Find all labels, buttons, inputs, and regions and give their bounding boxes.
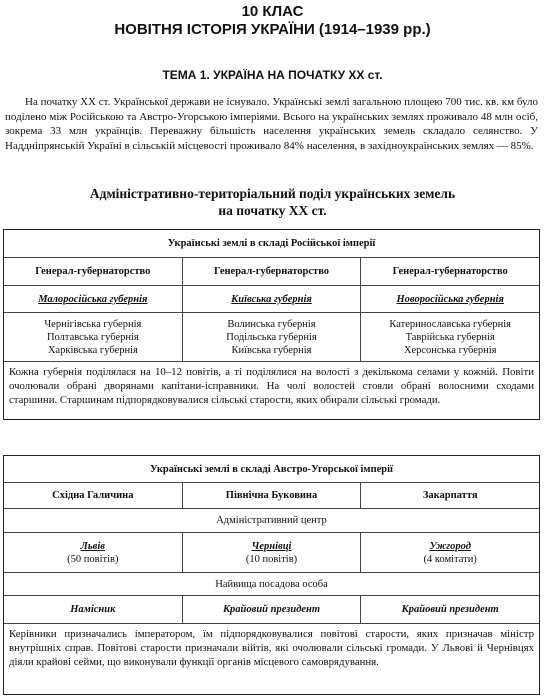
list-item: Таврійська губернія: [405, 331, 495, 343]
intro-paragraph: На початку XX ст. Української держави не існувало. Українські землі загальною площею 700 тис. кв. км було поділено між Російською та Австро-Угорською імперіями. Всього на українських землях проживало 48 млн осіб, зокрема 33 млн українців. Переважну більшість населення українських земель складало селянство. У Наддніпрянській Україні в сільській місцевості проживало 84% населення, в західноукраїнських землях — 85%.: [5, 96, 538, 152]
official-3: Крайовий президент: [360, 596, 539, 623]
list-item: Волинська губернія: [227, 318, 316, 330]
austro-hungarian-note: Керівники призначались імператором, їм підпорядковувалися повітові старости, яких призначав міністр внутрішніх справ. Повітові старости призначали війтів, які очолювали сільські громади. У Львові й Чернівцях діяли крайові сейми, що виконували функції органів місцевого самоврядування.: [9, 628, 534, 668]
topic-title: ТЕМА 1. УКРАЇНА НА ПОЧАТКУ XX ст.: [162, 68, 383, 82]
gov-general-type-2: Генерал-губернаторство: [182, 258, 361, 285]
list-item: Подільська губернія: [226, 331, 317, 343]
table-row: [4, 313, 539, 362]
table-row: [4, 573, 539, 596]
course-heading: НОВІТНЯ ІСТОРІЯ УКРАЇНИ (1914–1939 рр.): [114, 21, 431, 38]
austro-hungarian-title: Українські землі в складі Австро-Угорської імперії: [150, 463, 393, 475]
section-title-line2: на початку XX ст.: [218, 203, 327, 218]
table-header-row: [4, 456, 539, 483]
gov-general-type-3: Генерал-губернаторство: [360, 258, 539, 285]
region-3: Закарпаття: [360, 483, 539, 508]
table-row: [4, 533, 539, 573]
section-title-line1: Адміністративно-територіальний поділ українських земель: [89, 186, 456, 201]
list-item: Харківська губернія: [47, 344, 138, 356]
russian-empire-table: [3, 229, 540, 420]
center-city-2: Чернівці: [251, 540, 292, 552]
province-list-3: [360, 313, 539, 361]
center-city-3: Ужгород: [429, 540, 471, 552]
center-detail-3: (4 комітати): [423, 553, 477, 565]
table-note-row: [4, 624, 539, 672]
gov-general-type-1: Генерал-губернаторство: [35, 266, 151, 277]
table-note-row: [4, 362, 539, 410]
admin-center-2: [182, 533, 361, 572]
table-header-row: [4, 230, 539, 258]
list-item: Київська губернія: [231, 344, 312, 356]
gov-general-name-3: Новоросійська губернія: [360, 286, 539, 312]
grade-heading: 10 КЛАС: [241, 3, 304, 20]
province-list-2: [182, 313, 361, 361]
region-2: Північна Буковина: [182, 483, 361, 508]
center-detail-1: (50 повітів): [67, 553, 119, 565]
center-detail-2: (10 повітів): [245, 553, 298, 565]
list-item: Чернігівська губернія: [44, 318, 142, 330]
official-1: Намісник: [70, 604, 116, 615]
center-city-1: Львів: [80, 540, 105, 552]
official-2: Крайовий президент: [182, 596, 361, 623]
list-item: Полтавська губернія: [46, 331, 139, 343]
official-label: Найвища посадова особа: [215, 578, 328, 590]
region-1: Східна Галичина: [52, 490, 134, 501]
table-row: [4, 596, 539, 624]
list-item: Катеринославська губернія: [389, 318, 511, 330]
table-row: [4, 483, 539, 509]
table-row: [4, 509, 539, 533]
admin-center-1: [4, 533, 182, 572]
admin-center-label: Адміністративний центр: [216, 515, 327, 526]
gov-general-name-1: Малоросійська губернія: [38, 293, 148, 305]
admin-center-3: [360, 533, 539, 572]
russian-empire-title: Українські землі в складі Російської імперії: [167, 238, 376, 249]
table-row: [4, 258, 539, 286]
russian-empire-note: Кожна губернія поділялася на 10–12 повітів, а ті поділялися на волості з декількома селами у кожній. Повіти очолювали обрані дворянами капітани-ісправники. На чолі волостей стояли обрані волосними сходами старшини. Старшинам підпорядковувалися сільські старости, яких обирали сільські громади.: [9, 366, 534, 406]
province-list-1: [4, 313, 182, 361]
austro-hungarian-table: [3, 455, 540, 695]
list-item: Херсонська губернія: [403, 344, 497, 356]
gov-general-name-2: Київська губернія: [182, 286, 361, 312]
table-row: [4, 286, 539, 313]
